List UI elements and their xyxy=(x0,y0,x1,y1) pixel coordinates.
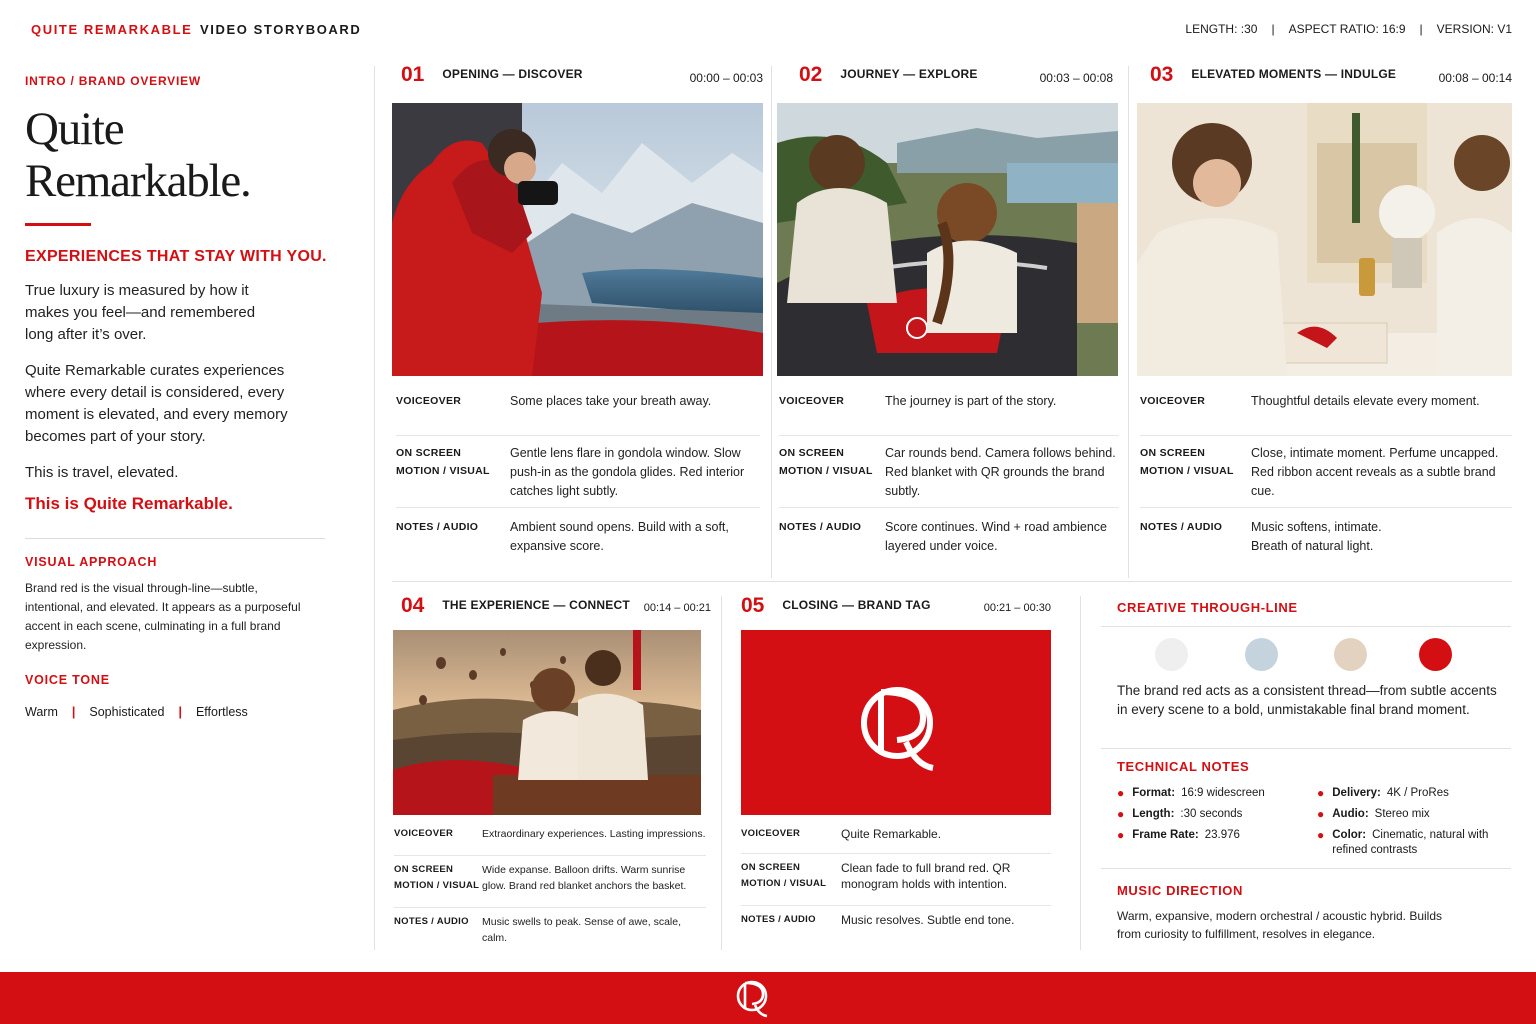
tech-key: Audio: xyxy=(1332,808,1369,820)
voiceover-text: Extraordinary experiences. Lasting impressions. xyxy=(482,828,706,840)
tech-value: 16:9 widescreen xyxy=(1181,787,1265,799)
row-label: VOICEOVER xyxy=(741,828,801,839)
scene-04-image xyxy=(393,630,701,815)
music-direction xyxy=(1101,883,1461,943)
page-title: Quite Remarkable. xyxy=(25,103,251,207)
creative-through-line xyxy=(1101,600,1511,615)
visual-text: Car rounds bend. Camera follows behind. Red blanket with QR grounds the brand subtly. xyxy=(885,446,1116,498)
spec-separator: | xyxy=(1419,22,1423,36)
voiceover-text: The journey is part of the story. xyxy=(885,394,1057,408)
intro-tagline: This is Quite Remarkable. xyxy=(25,494,233,514)
row-label: NOTES / AUDIO xyxy=(1140,521,1223,533)
visual-text: Wide expanse. Balloon drifts. Warm sunrise glow. Brand red blanket anchors the basket. xyxy=(482,864,687,892)
notes-text: Music softens, intimate. Breath of natural light. xyxy=(1251,520,1382,553)
notes-text: Ambient sound opens. Build with a soft, expansive score. xyxy=(510,520,729,553)
notes-text: Music swells to peak. Sense of awe, scale, calm. xyxy=(482,916,682,944)
row-label: VOICEOVER xyxy=(394,828,454,839)
row-label-group xyxy=(394,862,482,907)
tech-value: :30 seconds xyxy=(1180,808,1243,820)
notes-row xyxy=(394,908,706,944)
aspect-spec: ASPECT RATIO: 16:9 xyxy=(1288,22,1406,36)
visual-approach-title: VISUAL APPROACH xyxy=(25,555,158,570)
scene-02-image xyxy=(777,103,1118,376)
brand-name: QUITE REMARKABLE xyxy=(31,22,193,37)
row-label: ON SCREEN xyxy=(396,447,462,459)
technical-notes-list xyxy=(1117,786,1511,858)
row-label: VOICEOVER xyxy=(779,395,845,407)
voice-tone-list xyxy=(25,705,330,719)
tech-value: Stereo mix xyxy=(1374,808,1430,820)
visual-approach-text: Brand red is the visual through-line—subtle, intentional, and elevated. It appears as a purposeful accent in each scene, culminating in a full brand expression. xyxy=(25,581,301,653)
notes-text: Music resolves. Subtle end tone. xyxy=(841,913,1015,927)
scene-timecode: 00:00 – 00:03 xyxy=(689,71,763,85)
title-accent-rule xyxy=(25,223,91,226)
tone-separator: | xyxy=(178,705,182,720)
tech-item: ● Length: :30 seconds xyxy=(1117,807,1243,821)
footer-monogram-logo xyxy=(732,976,772,1022)
divider xyxy=(1101,626,1511,627)
voiceover-row xyxy=(1140,392,1512,436)
voiceover-row xyxy=(396,392,760,436)
notes-text: Score continues. Wind + road ambience layered under voice. xyxy=(885,520,1107,553)
scene-number: 02 xyxy=(799,63,823,86)
scene-number: 05 xyxy=(741,594,765,617)
row-label-group xyxy=(741,860,841,905)
tech-item: ● Frame Rate: 23.976 xyxy=(1117,828,1240,842)
music-direction-title: MUSIC DIRECTION xyxy=(1117,883,1243,898)
column-divider xyxy=(1128,66,1129,578)
scene-timecode: 00:03 – 00:08 xyxy=(1039,71,1113,85)
row-label-group xyxy=(1140,444,1251,507)
intro-paragraph-2: Quite Remarkable curates experiences where every detail is considered, every moment is elevated, and every memory becomes part of your story. xyxy=(25,362,288,446)
tone-item: Effortless xyxy=(195,705,248,720)
scene-header xyxy=(741,594,1051,624)
row-label: MOTION / VISUAL xyxy=(1140,465,1234,477)
version-spec: VERSION: V1 xyxy=(1436,22,1512,36)
divider xyxy=(1101,868,1511,869)
visual-text: Clean fade to full brand red. QR monogram holds with intention. xyxy=(841,861,1011,891)
color-swatch-sand xyxy=(1334,638,1367,671)
row-label: NOTES / AUDIO xyxy=(394,916,469,927)
intro-column xyxy=(25,60,330,719)
tech-key: Frame Rate: xyxy=(1132,829,1199,841)
scene-header xyxy=(401,594,711,624)
color-swatch-light-grey xyxy=(1155,638,1188,671)
row-label: MOTION / VISUAL xyxy=(394,880,480,891)
column-divider xyxy=(771,66,772,578)
top-bar xyxy=(0,0,1536,58)
row-label: MOTION / VISUAL xyxy=(396,465,490,477)
voiceover-text: Quite Remarkable. xyxy=(841,827,942,841)
tech-item: ● Audio: Stereo mix xyxy=(1317,807,1430,821)
notes-row xyxy=(396,508,760,564)
scene-title: THE EXPERIENCE — CONNECT xyxy=(442,598,630,612)
row-label: ON SCREEN xyxy=(1140,447,1206,459)
voiceover-text: Thoughtful details elevate every moment. xyxy=(1251,394,1480,408)
document-type: VIDEO STORYBOARD xyxy=(200,22,362,37)
scene-timecode: 00:21 – 00:30 xyxy=(983,602,1051,614)
scene-timecode: 00:08 – 00:14 xyxy=(1438,71,1512,85)
scene-number: 04 xyxy=(401,594,425,617)
visual-text: Close, intimate moment. Perfume uncapped. Red ribbon accent reveals as a subtle brand cue. xyxy=(1251,446,1499,498)
row-label: VOICEOVER xyxy=(1140,395,1206,407)
intro-paragraph-1: True luxury is measured by how it makes you feel—and remembered long after it’s over. xyxy=(25,282,256,344)
through-line-text: The brand red acts as a consistent thread—from subtle accents in every scene to a bold, unmistakable final brand moment. xyxy=(1117,683,1497,717)
tech-key: Delivery: xyxy=(1332,787,1381,799)
visual-row xyxy=(394,856,706,908)
scene-01-details xyxy=(396,392,760,564)
notes-row xyxy=(1140,508,1512,564)
tech-item: ● Color: Cinematic, natural with refined contrasts xyxy=(1317,828,1489,856)
color-swatch-blue-grey xyxy=(1245,638,1278,671)
spec-bar xyxy=(1185,22,1512,36)
scene-04-details xyxy=(394,826,706,944)
scene-card-02 xyxy=(799,63,1113,93)
tone-separator: | xyxy=(71,705,76,720)
tone-item: Sophisticated xyxy=(89,705,165,720)
scene-title: OPENING — DISCOVER xyxy=(442,67,583,81)
voiceover-row xyxy=(394,826,706,856)
visual-row xyxy=(779,436,1119,508)
scene-title: JOURNEY — EXPLORE xyxy=(840,67,978,81)
tech-key: Format: xyxy=(1132,787,1176,799)
row-label: ON SCREEN xyxy=(741,862,801,873)
scene-title: CLOSING — BRAND TAG xyxy=(782,598,931,612)
tone-item: Warm xyxy=(25,705,58,720)
through-line-body xyxy=(1101,681,1501,719)
tech-item: ● Delivery: 4K / ProRes xyxy=(1317,786,1449,800)
voice-tone-title: VOICE TONE xyxy=(25,673,110,688)
row-label-group xyxy=(396,444,510,507)
visual-text: Gentle lens flare in gondola window. Slow push-in as the gondola glides. Red interior catches light subtly. xyxy=(510,446,745,498)
intro-subhead: EXPERIENCES THAT STAY WITH YOU. xyxy=(25,248,327,266)
row-label: NOTES / AUDIO xyxy=(741,914,816,925)
scene-number: 03 xyxy=(1150,63,1174,86)
scene-05-details xyxy=(741,826,1051,936)
voiceover-row xyxy=(741,826,1051,854)
voiceover-text: Some places take your breath away. xyxy=(510,394,712,408)
scene-header xyxy=(1150,63,1512,93)
scene-card-01 xyxy=(401,63,763,93)
row-label: NOTES / AUDIO xyxy=(779,521,862,533)
tech-value: 4K / ProRes xyxy=(1386,787,1449,799)
scene-card-05 xyxy=(741,594,1051,624)
scene-header xyxy=(401,63,763,93)
notes-row xyxy=(779,508,1119,564)
scene-03-details xyxy=(1140,392,1512,564)
visual-row xyxy=(1140,436,1512,508)
visual-row xyxy=(396,436,760,508)
column-divider xyxy=(1080,596,1081,950)
divider xyxy=(1101,748,1511,749)
scene-03-image xyxy=(1137,103,1512,376)
divider xyxy=(25,538,325,539)
scene-number: 01 xyxy=(401,63,425,86)
scene-01-image xyxy=(392,103,763,376)
scene-02-details xyxy=(779,392,1119,564)
scene-timecode: 00:14 – 00:21 xyxy=(643,602,711,614)
notes-row xyxy=(741,906,1051,936)
tech-value: Cinematic, natural with refined contrasts xyxy=(1332,829,1489,856)
column-divider xyxy=(721,596,722,950)
row-label: ON SCREEN xyxy=(394,864,454,875)
intro-kicker: INTRO / BRAND OVERVIEW xyxy=(25,74,202,88)
tech-item: ● Format: 16:9 widescreen xyxy=(1117,786,1265,800)
row-label: MOTION / VISUAL xyxy=(741,878,827,889)
music-direction-text: Warm, expansive, modern orchestral / acoustic hybrid. Builds from curiosity to fulfillment, resolves in elegance. xyxy=(1117,909,1443,941)
through-line-title: CREATIVE THROUGH-LINE xyxy=(1117,600,1298,615)
spec-separator: | xyxy=(1271,22,1275,36)
qr-monogram-logo xyxy=(741,630,1051,815)
intro-paragraph-3: This is travel, elevated. xyxy=(25,464,179,482)
scene-card-04 xyxy=(401,594,711,624)
scene-title: ELEVATED MOMENTS — INDULGE xyxy=(1191,67,1397,81)
row-divider xyxy=(392,581,1512,582)
brand-tag-card xyxy=(741,630,1051,815)
visual-row xyxy=(741,854,1051,906)
row-label: VOICEOVER xyxy=(396,395,462,407)
row-label: NOTES / AUDIO xyxy=(396,521,479,533)
footer-band xyxy=(0,972,1536,1024)
tech-key: Length: xyxy=(1132,808,1175,820)
length-spec: LENGTH: :30 xyxy=(1185,22,1258,36)
column-divider xyxy=(374,66,375,950)
row-label-group xyxy=(779,444,885,507)
voiceover-row xyxy=(779,392,1119,436)
tech-value: 23.976 xyxy=(1204,829,1240,841)
technical-notes-title: TECHNICAL NOTES xyxy=(1117,759,1250,774)
row-label: MOTION / VISUAL xyxy=(779,465,873,477)
scene-card-03 xyxy=(1150,63,1512,93)
tech-key: Color: xyxy=(1332,829,1367,841)
technical-notes xyxy=(1101,759,1511,858)
row-label: ON SCREEN xyxy=(779,447,845,459)
scene-header xyxy=(799,63,1113,93)
color-swatch-brand-red xyxy=(1419,638,1452,671)
